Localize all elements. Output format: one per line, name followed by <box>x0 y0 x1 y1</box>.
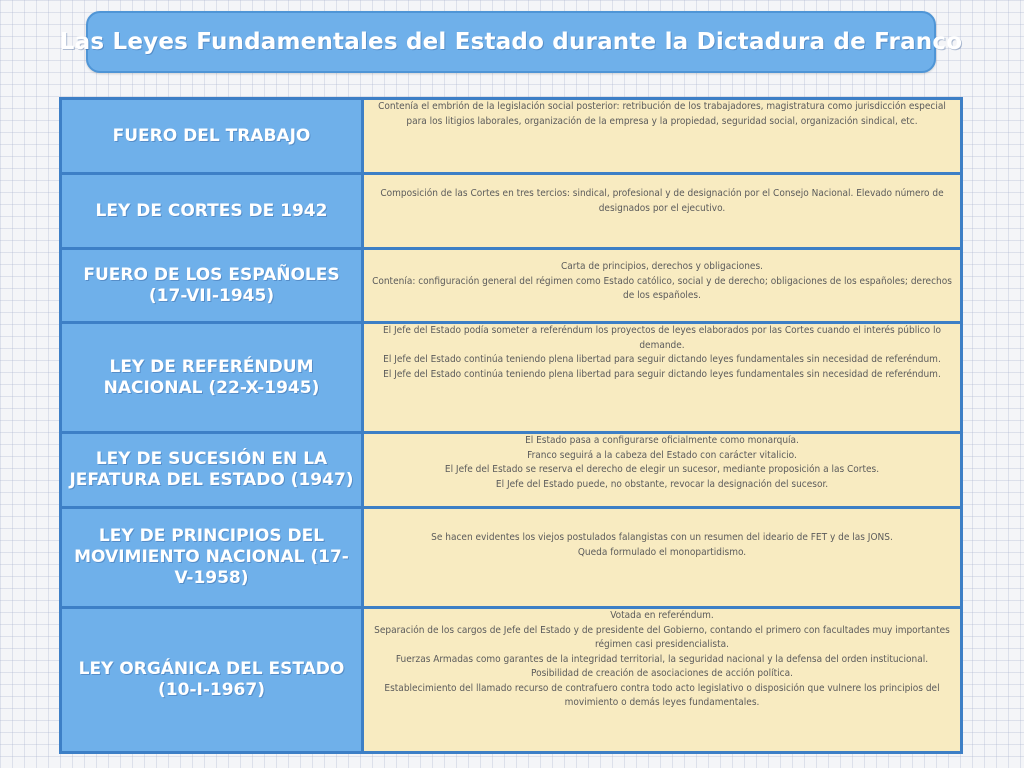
law-name-cell: LEY DE PRINCIPIOS DEL MOVIMIENTO NACIONAL (17-V-1958) <box>61 508 363 608</box>
law-name-cell: LEY DE REFERÉNDUM NACIONAL (22-X-1945) <box>61 323 363 433</box>
table-row <box>61 433 962 508</box>
description-line: Franco seguirá a la cabeza del Estado con carácter vitalicio. <box>527 449 797 461</box>
law-name-cell: LEY ORGÁNICA DEL ESTADO (10-I-1967) <box>61 608 363 753</box>
description-line: Carta de principios, derechos y obligaciones. <box>561 261 763 272</box>
title-banner <box>59 11 963 73</box>
law-name-cell: FUERO DEL TRABAJO <box>61 99 363 174</box>
table-row <box>61 249 962 323</box>
table-row <box>61 174 962 249</box>
description-line: Fuerzas Armadas como garantes de la integridad territorial, la seguridad nacional y la defensa del orden institucional. <box>395 653 929 665</box>
law-name-cell: LEY DE CORTES DE 1942 <box>61 174 363 249</box>
table-row <box>61 323 962 433</box>
law-description-cell <box>363 174 962 249</box>
description-line: El Jefe del Estado se reserva el derecho de elegir un sucesor, mediante proposición a las Cortes. <box>444 464 880 475</box>
description-line: Separación de los cargos de Jefe del Estado y de presidente del Gobierno, contando el primero con facultades muy importantes régimen casi presidencialista. <box>374 624 950 650</box>
description-line: Establecimiento del llamado recurso de contrafuero contra todo acto legislativo o disposición que vulnere los principios del movimiento o demás leyes fundamentales. <box>384 682 940 708</box>
law-description-cell <box>363 608 962 753</box>
table-row <box>61 508 962 608</box>
description-line: Composición de las Cortes en tres tercios: sindical, profesional y de designación por el Consejo Nacional. Elevado número de designados por el ejecutivo. <box>380 188 944 214</box>
description-line: El Jefe del Estado podía someter a referéndum los proyectos de leyes elaborados por las Cortes cuando el interés público lo demande. <box>382 325 942 351</box>
description-line: Se hacen evidentes los viejos postulados falangistas con un resumen del ideario de FET y de las JONS. <box>431 532 893 543</box>
law-description-cell <box>363 323 962 433</box>
laws-table <box>59 97 963 754</box>
page-title: Las Leyes Fundamentales del Estado durante la Dictadura de Franco <box>59 29 963 55</box>
law-description-cell <box>363 433 962 508</box>
description-line: El Jefe del Estado continúa teniendo plena libertad para seguir dictando leyes fundamentales sin necesidad de referéndum. <box>383 368 941 380</box>
description-line: Votada en referéndum. <box>610 610 714 621</box>
description-line: El Jefe del Estado continúa teniendo plena libertad para seguir dictando leyes fundamentales sin necesidad de referéndum. <box>383 354 941 365</box>
description-line: El Estado pasa a configurarse oficialmente como monarquía. <box>525 435 799 446</box>
description-line: Contenía el embrión de la legislación social posterior: retribución de los trabajadores, magistratura como jurisdicción especial para los litigios laborales, organización de la empresa y la propiedad, seguridad social, organización sindical, etc. <box>378 101 946 127</box>
description-line: El Jefe del Estado puede, no obstante, revocar la designación del sucesor. <box>495 478 829 490</box>
law-description-cell <box>363 249 962 323</box>
description-line: Contenía: configuración general del régimen como Estado católico, social y de derecho; obligaciones de los españoles; derechos de los españoles. <box>372 275 952 301</box>
description-line: Queda formulado el monopartidismo. <box>577 546 747 558</box>
law-name-cell: LEY DE SUCESIÓN EN LA JEFATURA DEL ESTADO (1947) <box>61 433 363 508</box>
description-line: Posibilidad de creación de asociaciones de acción política. <box>531 668 793 679</box>
law-description-cell <box>363 99 962 174</box>
table-row <box>61 99 962 174</box>
table-row <box>61 608 962 753</box>
law-description-cell <box>363 508 962 608</box>
law-name-cell: FUERO DE LOS ESPAÑOLES (17-VII-1945) <box>61 249 363 323</box>
